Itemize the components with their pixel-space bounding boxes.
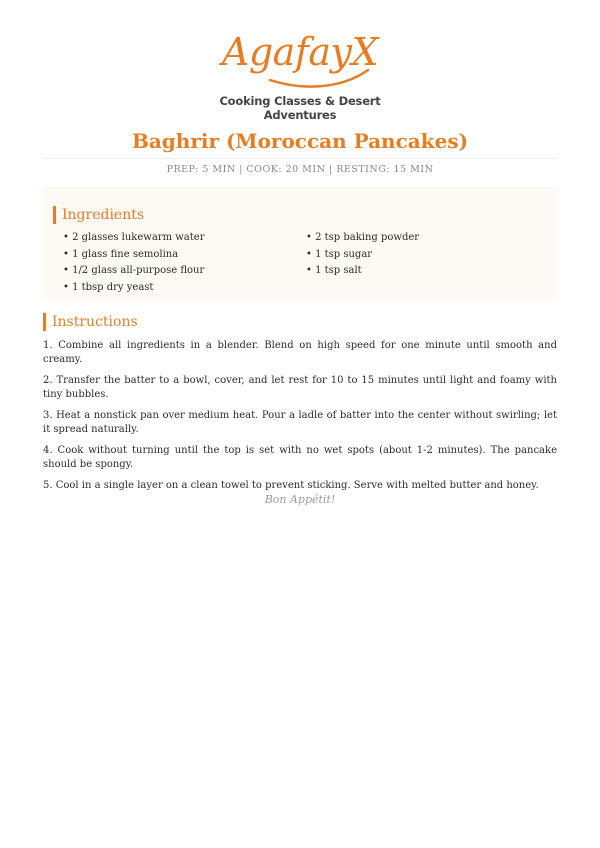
instruction-step: 2. Transfer the batter to a bowl, cover, and let rest for 10 to 15 minutes until light and foamy with tiny bubbles. [43, 375, 557, 400]
ingredient-item: • 2 tsp baking powder [306, 232, 420, 243]
instruction-step: 1. Combine all ingredients in a blender. Blend on high speed for one minute until smooth and creamy. [43, 340, 557, 365]
recipe-title: Baghrir (Moroccan Pancakes) [131, 129, 469, 153]
ingredients-list-left [63, 230, 205, 297]
instruction-step: 4. Cook without turning until the top is set with no wet spots (about 1-2 minutes). The pancake should be spongy. [43, 445, 557, 470]
closing-text: Bon Appétit! [264, 493, 336, 506]
ingredient-item: • 1 tsp salt [306, 265, 362, 277]
recipe-meta: PREP: 5 MIN | COOK: 20 MIN | RESTING: 15 MIN [166, 164, 434, 175]
ingredient-item: • 1 glass fine semolina [63, 248, 179, 260]
logo-wordmark: AgafayX [221, 30, 379, 74]
ingredients-section [43, 187, 557, 300]
ingredient-item: • 1 tsp sugar [306, 248, 373, 260]
ingredient-item: • 2 glasses lukewarm water [63, 232, 205, 243]
instruction-step: 5. Cool in a single layer on a clean towel to prevent sticking. Serve with melted butter and honey. [43, 480, 539, 491]
ingredients-list-right [306, 230, 419, 280]
instructions-heading: Instructions [43, 313, 138, 331]
instructions-list [43, 339, 557, 501]
ingredient-item: • 1 tbsp dry yeast [63, 282, 154, 294]
title-divider [43, 158, 557, 159]
logo-swoosh-icon [200, 56, 400, 96]
instruction-step: 3. Heat a nonstick pan over medium heat. Pour a ladle of batter into the center without swirling; let it spread naturally. [43, 410, 557, 435]
brand-logo [200, 26, 400, 122]
logo-tagline: Cooking Classes & Desert Adventures [219, 94, 381, 122]
ingredients-heading: Ingredients [53, 206, 144, 224]
ingredient-item: • 1/2 glass all-purpose flour [63, 265, 205, 277]
